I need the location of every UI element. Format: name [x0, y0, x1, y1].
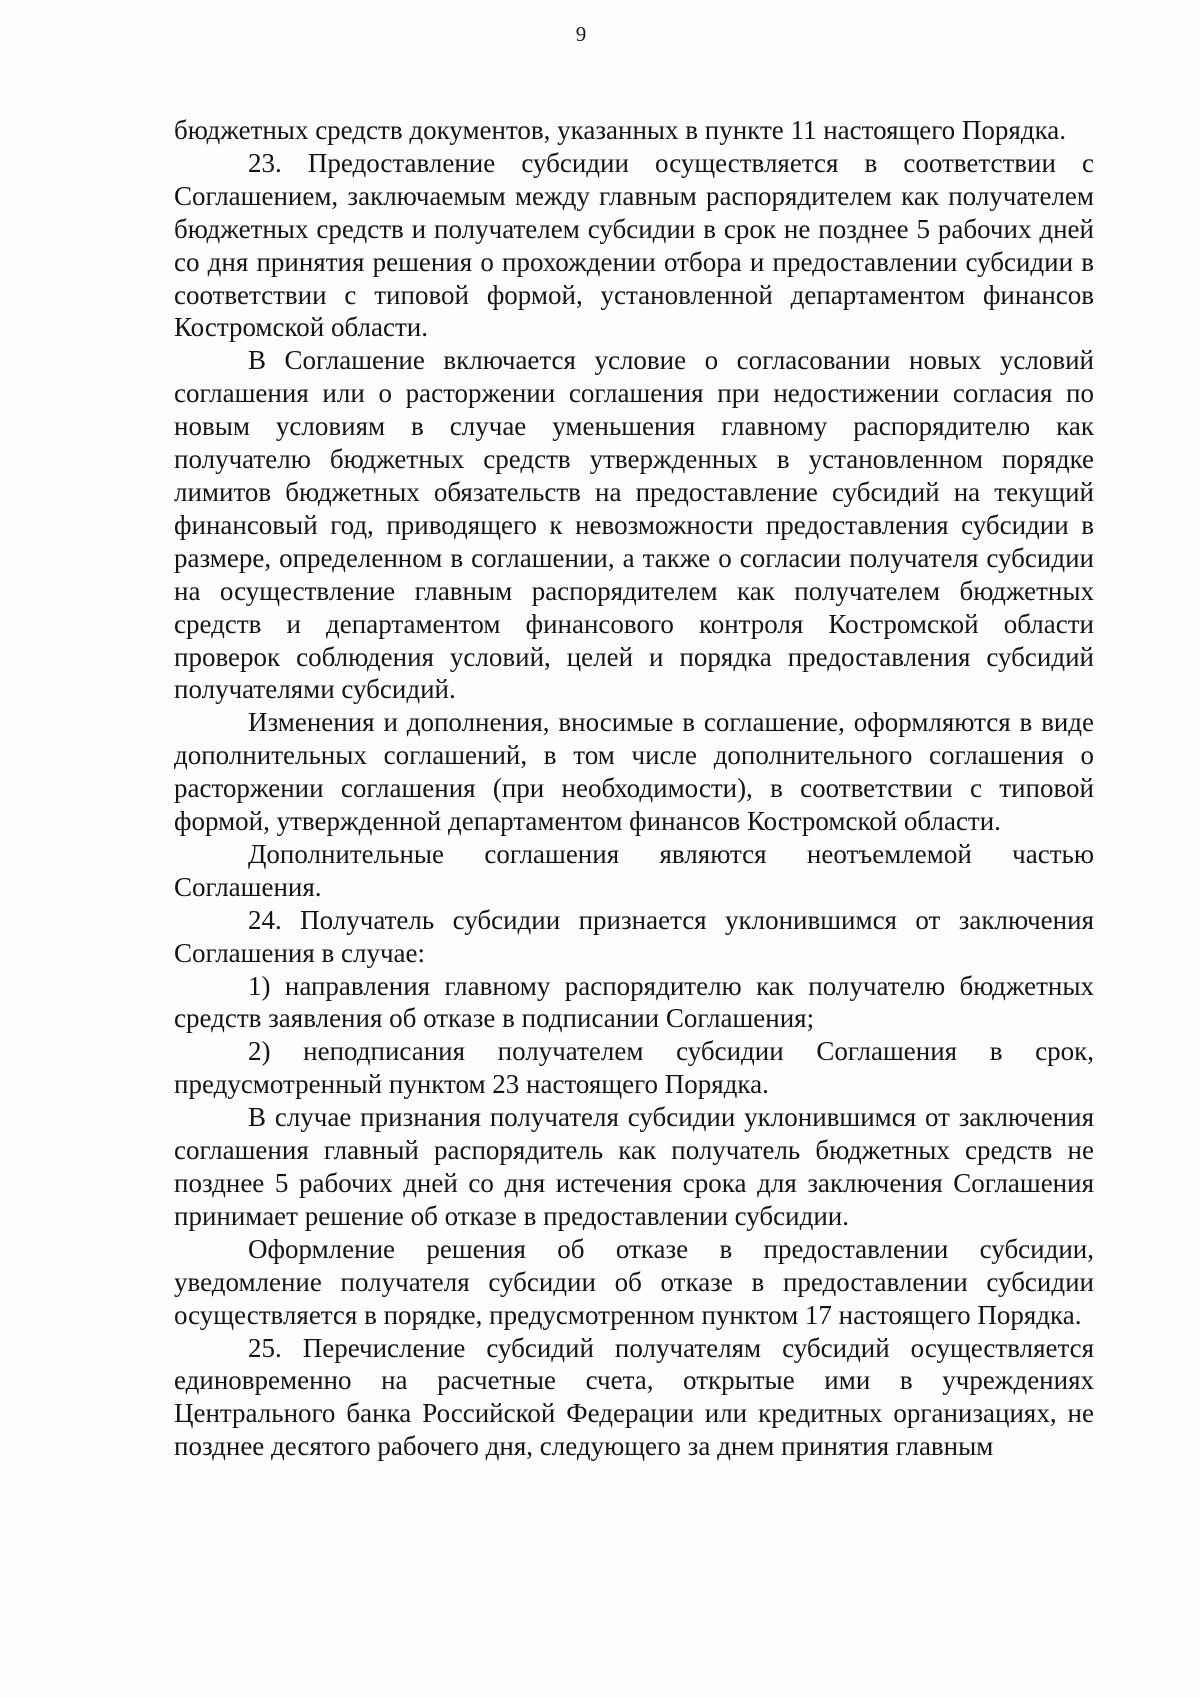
paragraph-evasion-decision: В случае признания получателя субсидии уклонившимся от заключения соглашения главный распорядитель как получатель бюджетных средств не позднее 5 рабочих дней со дня истечения срока для заключения Соглашения принимает решение об отказе в предоставлении субсидии. [174, 1102, 1094, 1231]
paragraph-clause-24: 24. Получатель субсидии признается уклонившимся от заключения Соглашения в случае: [174, 904, 1094, 968]
paragraph-continuation: бюджетных средств документов, указанных в пункте 11 настоящего Порядка. [174, 115, 1067, 145]
paragraph-clause-23: 23. Предоставление субсидии осуществляется в соответствии с Соглашением, заключаемым между главным распорядителем как получателем бюджетных средств и получателем субсидии в срок не позднее 5 рабочих дней со дня принятия решения о прохождении отбора и предоставлении субсидии в соответствии с типовой формой, установленной департаментом финансов Костромской области. [174, 147, 1094, 343]
paragraph-amendments: Изменения и дополнения, вносимые в соглашение, оформляются в виде дополнительных соглашений, в том числе дополнительного соглашения о расторжении соглашения (при необходимости), в соответствии с типовой формой, утвержденной департаментом финансов Костромской области. [174, 707, 1094, 837]
paragraph-item-2: 2) неподписания получателем субсидии Соглашения в срок, предусмотренный пунктом 23 настоящего Порядка. [174, 1036, 1094, 1100]
page-number: 9 [575, 22, 587, 46]
paragraph-item-1: 1) направления главному распорядителю как получателю бюджетных средств заявления об отказе в подписании Соглашения; [174, 970, 1094, 1034]
paragraph-refusal-notice: Оформление решения об отказе в предоставлении субсидии, уведомление получателя субсидии об отказе в предоставлении субсидии осуществляется в порядке, предусмотренном пунктом 17 настоящего Порядка. [174, 1233, 1094, 1330]
document-body [174, 114, 1094, 1463]
paragraph-agreement-conditions: В Соглашение включается условие о согласовании новых условий соглашения или о расторжении соглашения при недостижении согласия по новым условиям в случае уменьшения главному распорядителю как получателю бюджетных средств утвержденных в установленном порядке лимитов бюджетных обязательств на предоставление субсидий на текущий финансовый год, приводящего к невозможности предоставления субсидии в размере, определенном в соглашении, а также о согласии получателя субсидии на осуществление главным распорядителем как получателем бюджетных средств и департаментом финансового контроля Костромской области проверок соблюдения условий, целей и порядка предоставления субсидий получателями субсидий. [174, 345, 1094, 705]
paragraph-clause-25: 25. Перечисление субсидий получателям субсидий осуществляется единовременно на расчетные счета, открытые ими в учреждениях Центрального банка Российской Федерации или кредитных организациях, не позднее десятого рабочего дня, следующего за днем принятия главным [174, 1332, 1094, 1462]
paragraph-additional-agreements: Дополнительные соглашения являются неотъемлемой частью Соглашения. [174, 838, 1094, 902]
